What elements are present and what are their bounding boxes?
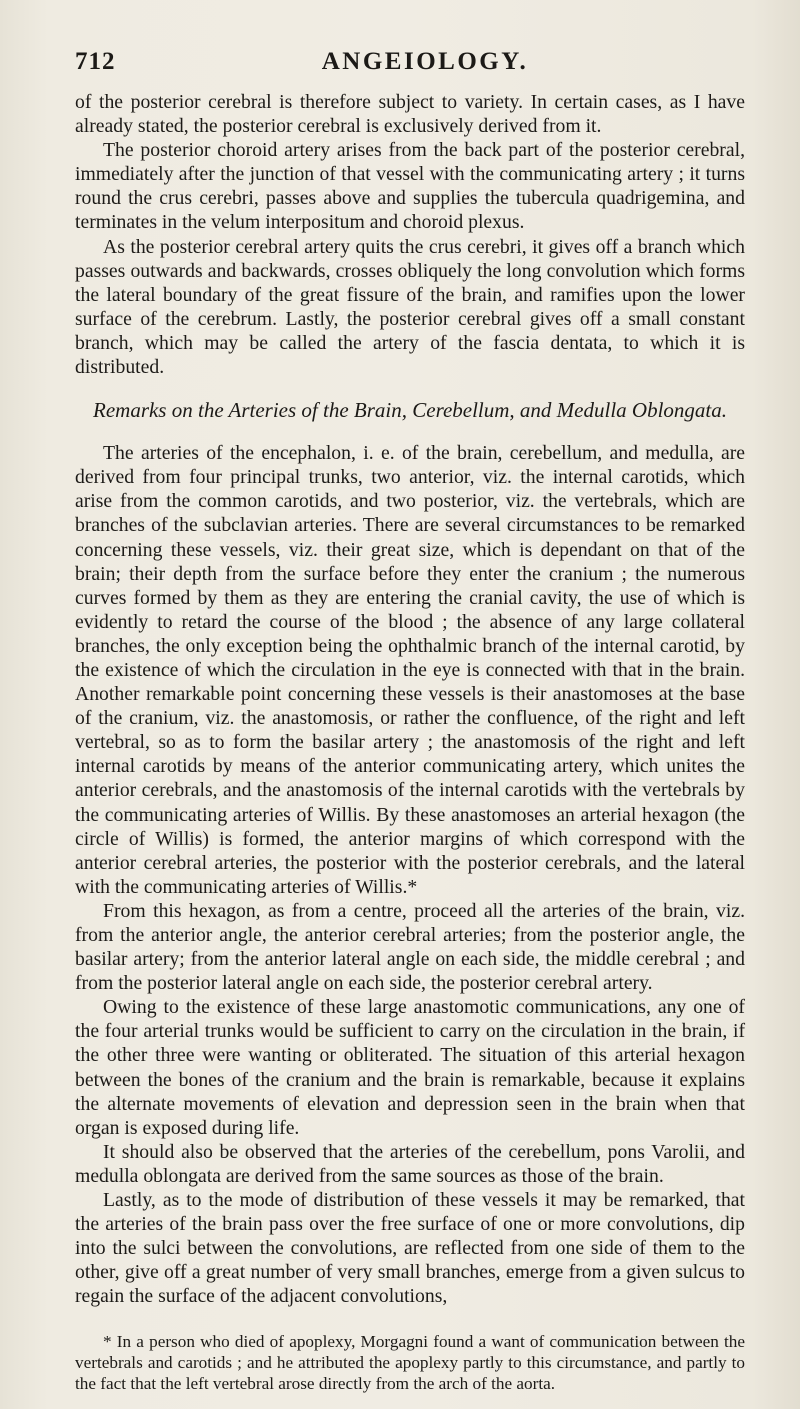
paragraph: The arteries of the encephalon, i. e. of the brain, cerebellum, and medulla, are derived from four principal trunks, two anterior, viz. the internal carotids, which arise from the common carotids, and two posterior, viz. the vertebrals, which are branches of the subclavian arteries. There are several circumstances to be remarked concerning these vessels, viz. their great size, which is dependant on that of the brain; their depth from the surface before they enter the cranium ; the numerous curves formed by them as they are entering the cranial cavity, the use of which is evidently to retard the course of the blood ; the absence of any large collateral branches, the only exception being the ophthalmic branch of the internal carotid, by the existence of which the circulation in the eye is connected with that in the brain. Another remarkable point concerning these vessels is their anastomoses at the base of the cranium, viz. the anastomosis, or rather the confluence, of the right and left vertebral, so as to form the basilar artery ; the anastomosis of the right and left internal carotids by means of the anterior communicating artery, which unites the anterior cerebrals, and the anastomosis of the internal carotids with the vertebrals by the communicating arteries of Willis. By these anastomoses an arterial hexagon (the circle of Willis) is formed, the anterior margins of which correspond with the anterior cerebral arteries, the posterior with the posterior cerebrals, and the lateral with the communicating arteries of Willis.* — [75, 442, 745, 898]
page-number: 712 — [75, 48, 116, 75]
body-text — [75, 90, 745, 1394]
paragraph: From this hexagon, as from a centre, proceed all the arteries of the brain, viz. from the anterior angle, the anterior cerebral arteries; from the posterior angle, the basilar artery; from the anterior lateral angle on each side, the middle cerebral ; and from the posterior lateral angle on each side, the posterior cerebral artery. — [75, 899, 745, 995]
paragraph: Owing to the existence of these large anastomotic communications, any one of the four arterial trunks would be sufficient to carry on the circulation in the brain, if the other three were wanting or obliterated. The situation of this arterial hexagon between the bones of the cranium and the brain is remarkable, because it explains the alternate movements of elevation and depression seen in the brain when that organ is exposed during life. — [75, 996, 745, 1139]
paragraph: Lastly, as to the mode of distribution of these vessels it may be remarked, that the arteries of the brain pass over the free surface of one or more convolutions, dip into the sulci between the convolutions, are reflected from one side of them to the other, give off a great number of very small branches, emerge from a given sulcus to regain the surface of the adjacent convolutions, — [75, 1189, 745, 1308]
running-head: ANGEIOLOGY. — [321, 48, 529, 75]
section-title: Remarks on the Arteries of the Brain, Cerebellum, and Medulla Oblongata. — [93, 398, 727, 423]
paragraph: It should also be observed that the arteries of the cerebellum, pons Varolii, and medulla oblongata are derived from the same sources as those of the brain. — [75, 1140, 745, 1187]
paragraph: As the posterior cerebral artery quits the crus cerebri, it gives off a branch which passes outwards and backwards, crosses obliquely the long convolution which forms the lateral boundary of the great fissure of the brain, and ramifies upon the lower surface of the cerebrum. Lastly, the posterior cerebral gives off a small constant branch, which may be called the artery of the fascia dentata, to which it is distributed. — [75, 235, 745, 379]
paragraph: The posterior choroid artery arises from the back part of the posterior cerebral, immediately after the junction of that vessel with the communicating artery ; it turns round the crus cerebri, passes above and supplies the tubercula quadrigemina, and terminates in the velum interpositum and choroid plexus. — [75, 139, 745, 234]
paragraph: of the posterior cerebral is therefore subject to variety. In certain cases, as I have already stated, the posterior cerebral is exclusively derived from it. — [75, 91, 745, 138]
page-header — [75, 48, 735, 82]
footnote: * In a person who died of apoplexy, Morgagni found a want of communication between the vertebrals and carotids ; and he attributed the apoplexy partly to this circumstance, and partly to the fact that the left vertebral arose directly from the arch of the aorta. — [75, 1331, 745, 1393]
